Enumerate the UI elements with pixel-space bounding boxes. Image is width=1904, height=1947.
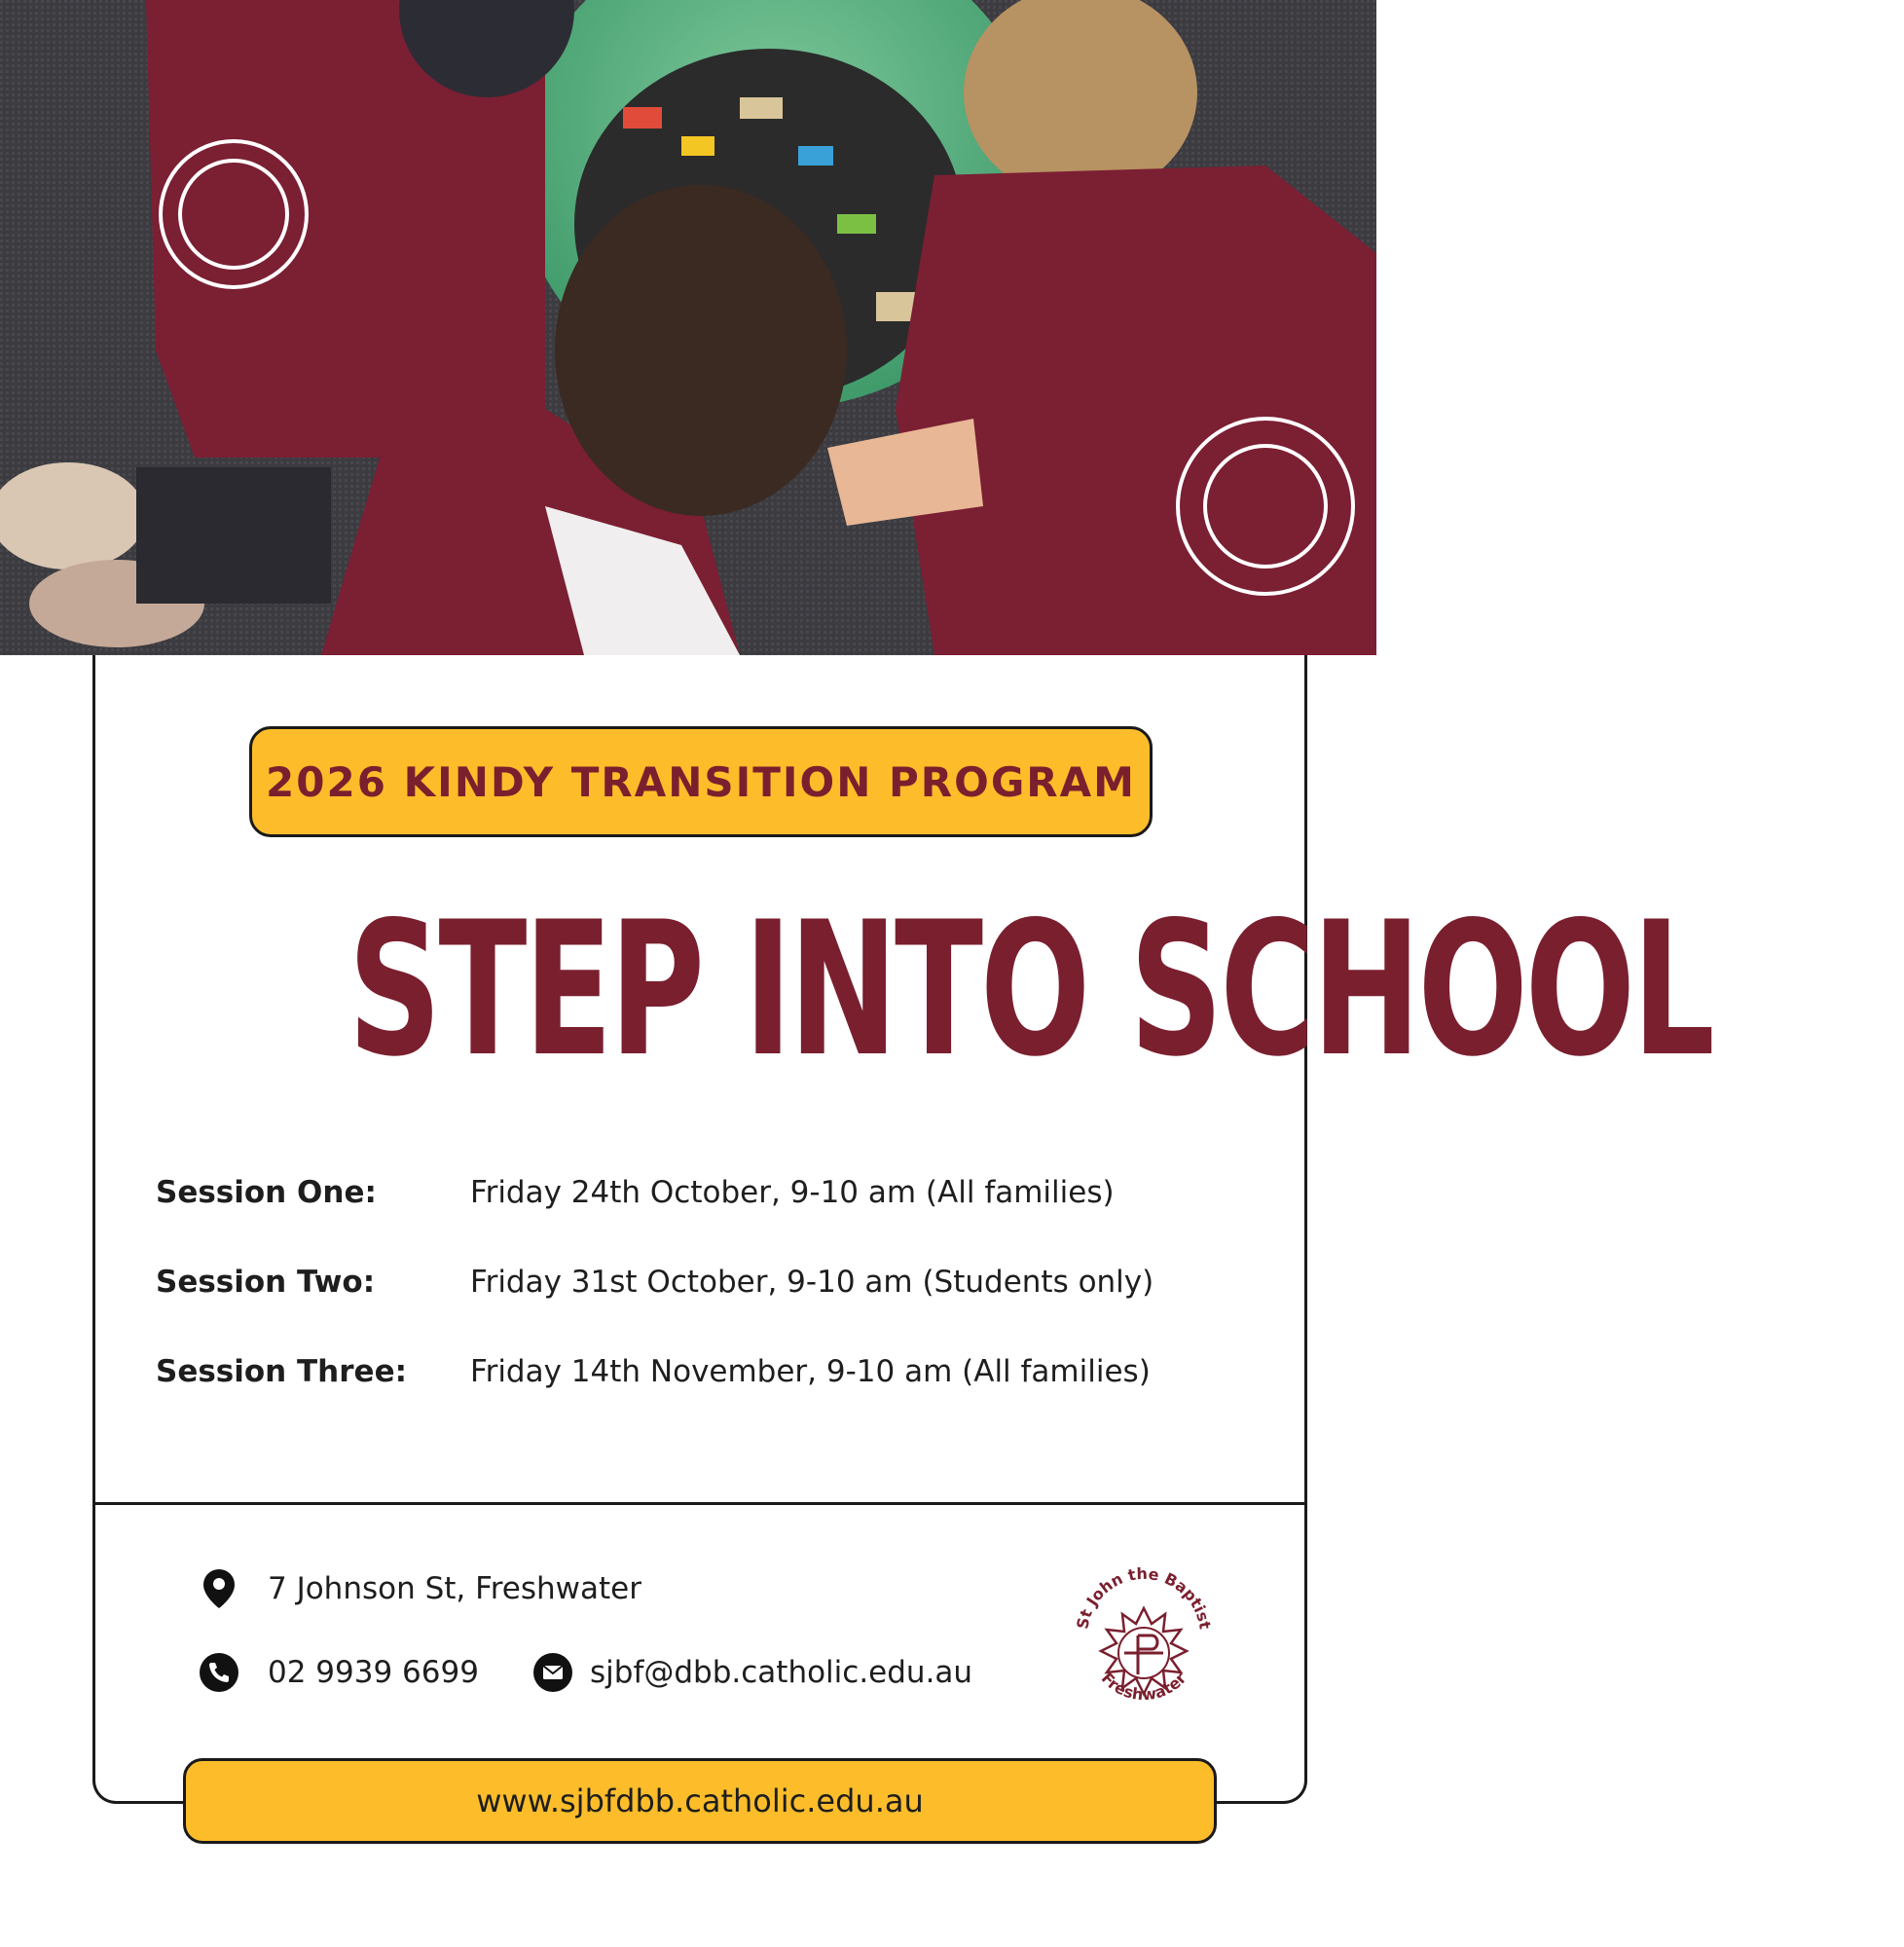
- svg-text:Freshwater: [1098, 1669, 1190, 1704]
- headline-text: STEP INTO SCHOOL: [348, 882, 1712, 1097]
- session-label: Session Three:: [156, 1354, 407, 1389]
- session-label: Session One:: [156, 1175, 377, 1210]
- page-title: [156, 882, 1712, 1097]
- email-line: [533, 1653, 972, 1692]
- phone-line: [200, 1653, 479, 1692]
- session-row: [156, 1258, 1265, 1306]
- session-value: Friday 24th October, 9-10 am (All families): [470, 1175, 1115, 1210]
- website-link[interactable]: [183, 1758, 1217, 1844]
- school-logo: [1066, 1538, 1222, 1733]
- session-row: [156, 1168, 1265, 1217]
- hero-photo: [0, 0, 1376, 655]
- mail-icon: [533, 1653, 572, 1692]
- phone-icon: [200, 1653, 238, 1692]
- email-text: sjbf@dbb.catholic.edu.au: [590, 1655, 973, 1690]
- program-banner: 2026 KINDY TRANSITION PROGRAM: [249, 726, 1153, 837]
- children-playing-lego-photo: [0, 0, 1376, 655]
- website-text[interactable]: www.sjbfdbb.catholic.edu.au: [476, 1782, 924, 1819]
- session-value: Friday 14th November, 9-10 am (All families): [470, 1354, 1151, 1389]
- location-pin-icon: [200, 1569, 238, 1608]
- session-value: Friday 31st October, 9-10 am (Students only): [470, 1265, 1154, 1300]
- address-line: [200, 1569, 641, 1608]
- logo-top-text: St John the Baptist: [1073, 1563, 1215, 1631]
- svg-text:St John the Baptist: [1073, 1564, 1214, 1631]
- phone-text: 02 9939 6699: [268, 1655, 479, 1690]
- address-text: 7 Johnson St, Freshwater: [268, 1571, 641, 1606]
- session-label: Session Two:: [156, 1265, 376, 1300]
- logo-bottom-text: Freshwater: [1097, 1669, 1190, 1705]
- session-row: [156, 1347, 1265, 1396]
- contact-divider: [92, 1502, 1307, 1505]
